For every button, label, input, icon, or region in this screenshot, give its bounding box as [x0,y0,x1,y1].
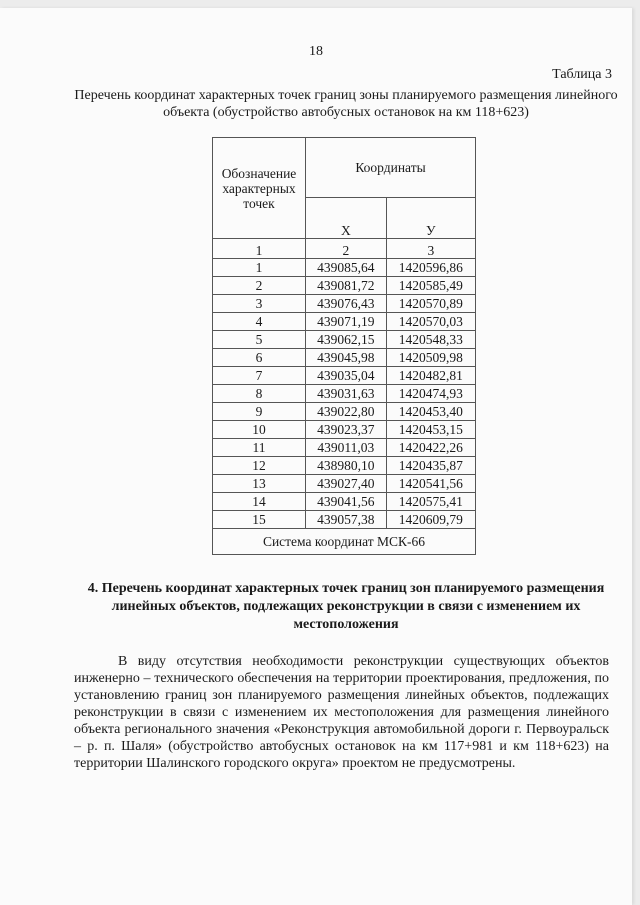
y-coordinate-cell: 1420453,15 [386,421,475,439]
table-label: Таблица 3 [552,67,612,82]
table-row [213,349,476,367]
point-number-cell: 15 [213,511,306,529]
y-coordinate-cell: 1420509,98 [386,349,475,367]
point-number-cell: 11 [213,439,306,457]
y-coordinate-cell: 1420596,86 [386,259,475,277]
y-coordinate-cell: 1420453,40 [386,403,475,421]
point-number-cell: 7 [213,367,306,385]
table-row [213,295,476,313]
point-number-cell: 4 [213,313,306,331]
coordinate-system-note: Система координат МСК-66 [213,529,476,555]
table-row [213,493,476,511]
y-coordinate-cell: 1420422,26 [386,439,475,457]
point-number-cell: 13 [213,475,306,493]
header-coordinates: Координаты [306,138,476,198]
y-coordinate-cell: 1420474,93 [386,385,475,403]
y-coordinate-cell: 1420482,81 [386,367,475,385]
table-row [213,439,476,457]
document-page [0,8,632,905]
x-coordinate-cell: 439071,19 [306,313,387,331]
column-number: 2 [306,239,387,259]
page-number: 18 [309,44,323,59]
column-number-row [213,239,476,259]
x-coordinate-cell: 439057,38 [306,511,387,529]
section-title: 4. Перечень координат характерных точек границ зон планируемого размещения линейных объектов, подлежащих реконструкции в связи с изменением их местоположения [87,581,605,632]
table-row [213,367,476,385]
point-number-cell: 9 [213,403,306,421]
table-row [213,259,476,277]
x-coordinate-cell: 439085,64 [306,259,387,277]
x-coordinate-cell: 439035,04 [306,367,387,385]
y-coordinate-cell: 1420435,87 [386,457,475,475]
x-coordinate-cell: 439023,37 [306,421,387,439]
body-paragraph: В виду отсутствия необходимости реконструкции существующих объектов инженерно – технического обеспечения на территории проектирования, предложения, по установлению границ зон планируемого размещения линейных объектов, подлежащих реконструкции в связи с изменением их местоположения для размещения линейного объекта регионального значения «Реконструкция автомобильной дороги г. Первоуральск – р. п. Шаля» (обустройство автобусных остановок на км 117+981 и км 118+623) на территории Шалинского городского округа» проектом не предусмотрены. [74,654,609,771]
point-number-cell: 14 [213,493,306,511]
point-number-cell: 2 [213,277,306,295]
table-row [213,385,476,403]
y-coordinate-cell: 1420541,56 [386,475,475,493]
y-coordinate-cell: 1420570,89 [386,295,475,313]
x-coordinate-cell: 439041,56 [306,493,387,511]
x-coordinate-cell: 439081,72 [306,277,387,295]
y-coordinate-cell: 1420575,41 [386,493,475,511]
point-number-cell: 5 [213,331,306,349]
table-row [213,277,476,295]
point-number-cell: 12 [213,457,306,475]
table-caption: Перечень координат характерных точек границ зоны планируемого размещения линейного объекта (обустройство автобусных остановок на км 118+623) [74,88,618,120]
x-coordinate-cell: 439062,15 [306,331,387,349]
y-coordinate-cell: 1420570,03 [386,313,475,331]
point-number-cell: 8 [213,385,306,403]
x-coordinate-cell: 438980,10 [306,457,387,475]
point-number-cell: 3 [213,295,306,313]
table-row [213,475,476,493]
header-y: У [386,197,475,238]
coordinates-table [212,137,476,555]
x-coordinate-cell: 439022,80 [306,403,387,421]
column-number: 1 [213,239,306,259]
table-row [213,403,476,421]
y-coordinate-cell: 1420548,33 [386,331,475,349]
x-coordinate-cell: 439031,63 [306,385,387,403]
point-number-cell: 1 [213,259,306,277]
table-row [213,511,476,529]
y-coordinate-cell: 1420585,49 [386,277,475,295]
table-row [213,421,476,439]
table-body [213,239,476,529]
table-row [213,457,476,475]
point-number-cell: 6 [213,349,306,367]
header-point-designation: Обозначение характерных точек [213,138,306,239]
y-coordinate-cell: 1420609,79 [386,511,475,529]
x-coordinate-cell: 439027,40 [306,475,387,493]
column-number: 3 [386,239,475,259]
x-coordinate-cell: 439045,98 [306,349,387,367]
table-row [213,331,476,349]
x-coordinate-cell: 439076,43 [306,295,387,313]
table-row [213,313,476,331]
point-number-cell: 10 [213,421,306,439]
header-x: Х [306,197,387,238]
x-coordinate-cell: 439011,03 [306,439,387,457]
